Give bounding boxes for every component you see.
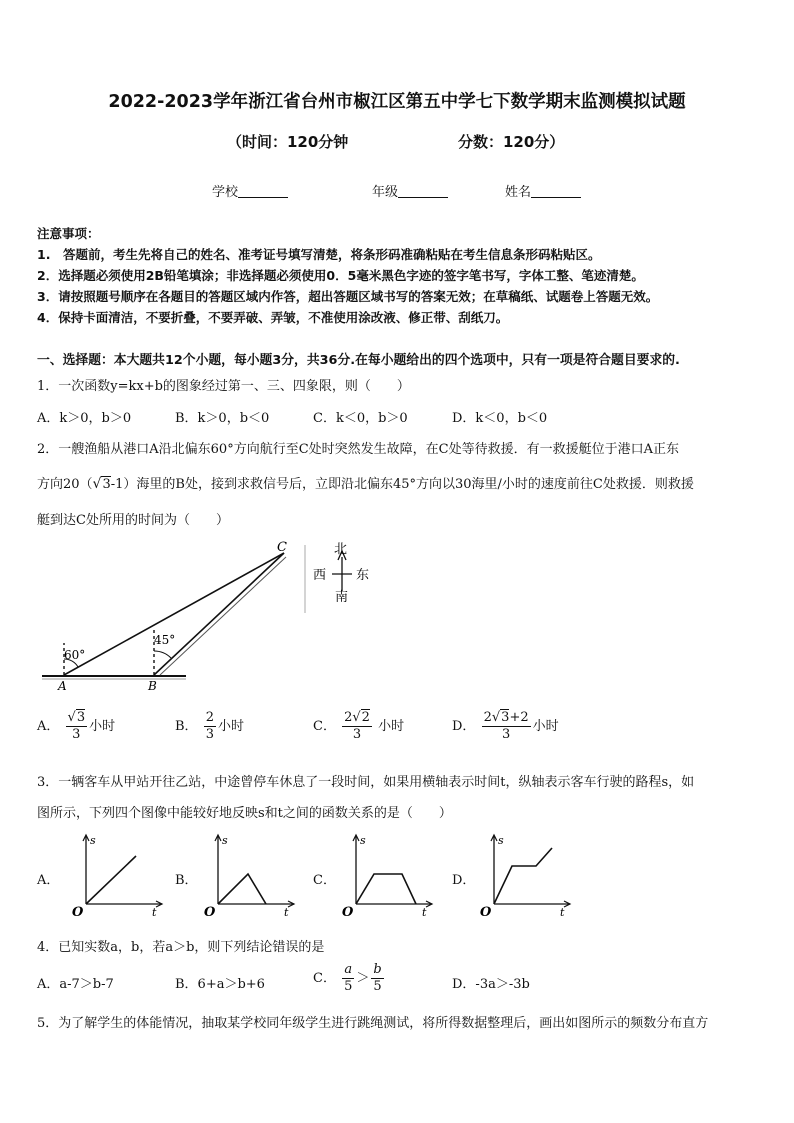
origin-label: O — [480, 905, 492, 918]
t-label: t — [284, 906, 289, 918]
q2-line1: 2．一艘渔船从港口A沿北偏东60°方向航行至C处时突然发生故障，在C处等待救援．有一救援艇位于港口A正东 — [37, 442, 679, 457]
q4-option-a: A．a-7＞b-7 — [37, 977, 114, 992]
q1-option-a: A．k＞0，b＞0 — [37, 411, 132, 426]
angle-45-label: 45° — [154, 633, 176, 647]
q2-option-c: C． $\frac{2√2}{3}$ 小时 — [313, 710, 405, 742]
s-label: s — [90, 834, 96, 847]
label-b: B — [148, 679, 157, 693]
section-heading: 一、选择题：本大题共12个小题，每小题3分，共36分.在每小题给出的四个选项中，只有一项是符合题目要求的. — [37, 353, 680, 368]
q2-line3: 艇到达C处所用的时间为（ ） — [37, 513, 229, 528]
note-item: 1. 答题前，考生先将自己的姓名、准考证号填写清楚，将条形码准确粘贴在考生信息条形码粘贴区。 — [37, 247, 601, 262]
q5-line1: 5．为了解学生的体能情况，抽取某学校同年级学生进行跳绳测试，将所得数据整理后，画出如图所示的频数分布直方 — [37, 1016, 709, 1031]
note-item: 4．保持卡面清洁，不要折叠，不要弄破、弄皱，不准使用涂改液、修正带、刮纸刀。 — [37, 310, 509, 325]
q3-option-d-label: D． — [452, 873, 476, 888]
compass-west: 西 — [313, 568, 327, 583]
t-label: t — [422, 906, 427, 918]
q4-stem: 4．已知实数a，b，若a＞b，则下列结论错误的是 — [37, 940, 325, 955]
grade-field: 年级 — [372, 181, 448, 200]
s-label: s — [498, 834, 504, 847]
time-label: （时间：120分钟 — [227, 133, 349, 151]
label-c: C — [277, 540, 287, 555]
q1-option-b: B．k＞0，b＜0 — [175, 411, 270, 426]
school-field: 学校 — [212, 181, 288, 200]
score-label: 分数：120分） — [458, 133, 565, 151]
q4-option-b: B．6+a＞b+6 — [175, 977, 265, 992]
q1-option-c: C．k＜0，b＞0 — [313, 411, 408, 426]
q1-stem: 1．一次函数y=kx+b的图象经过第一、三、四象限，则（ ） — [37, 379, 410, 394]
compass-north: 北 — [334, 542, 348, 557]
angle-arc-b — [154, 651, 171, 658]
q2-option-a: A． $\frac{√3}{3}$ 小时 — [37, 710, 116, 742]
note-item: 3．请按照题号顺序在各题目的答题区域内作答，超出答题区域书写的答案无效；在草稿纸、试题卷上答题无效。 — [37, 289, 659, 304]
s-label: s — [222, 834, 228, 847]
q3-line2: 图所示，下列四个图像中能较好地反映s和t之间的函数关系的是（ ） — [37, 806, 452, 821]
origin-label: O — [342, 905, 354, 918]
q2-navigation-figure — [36, 533, 396, 693]
q3-option-c-label: C． — [313, 873, 336, 888]
q3-line1: 3．一辆客车从甲站开往乙站，中途曾停车休息了一段时间，如果用横轴表示时间t，纵轴表示客车行驶的路程s，如 — [37, 775, 695, 790]
s-label: s — [360, 834, 366, 847]
q2-line2: 方向20（√3-1）海里的B处，接到求救信号后，立即沿北偏东45°方向以30海里/小时的速度前往C处救援．则救援 — [37, 476, 694, 492]
q3-option-b-label: B． — [175, 873, 198, 888]
q4-option-d: D．-3a＞-3b — [452, 977, 530, 992]
graph-line — [218, 874, 266, 904]
q2-option-b: B． $\frac{2}{3}$ 小时 — [175, 710, 244, 742]
graph-line — [494, 848, 552, 904]
note-item: 2．选择题必须使用2B铅笔填涂；非选择题必须使用0．5毫米黑色字迹的签字笔书写，字体工整、笔迹清楚。 — [37, 268, 644, 283]
q2-option-d: D． $\frac{2√3+2}{3}$ 小时 — [452, 710, 559, 742]
t-label: t — [152, 906, 157, 918]
q3-option-a-label: A． — [37, 873, 60, 888]
q3-graph-a — [66, 832, 166, 918]
name-field: 姓名 — [505, 181, 581, 200]
t-label: t — [560, 906, 565, 918]
q3-graph-b — [198, 832, 298, 918]
q3-graph-c — [336, 832, 436, 918]
label-a: A — [58, 679, 67, 693]
origin-label: O — [204, 905, 216, 918]
origin-label: O — [72, 905, 84, 918]
q3-graph-d — [474, 832, 574, 918]
graph-line — [86, 856, 136, 904]
q1-option-d: D．k＜0，b＜0 — [452, 411, 548, 426]
line-bc-shadow — [160, 557, 286, 675]
notes-heading: 注意事项： — [37, 226, 100, 241]
q4-option-c: C． $\frac{a}{5}$ ＞ $\frac{b}{5}$ — [313, 962, 382, 994]
angle-60-label: 60° — [64, 648, 86, 662]
page-title: 2022-2023学年浙江省台州市椒江区第五中学七下数学期末监测模拟试题 — [108, 92, 686, 112]
graph-line — [356, 874, 416, 904]
compass-south: 南 — [335, 590, 349, 605]
compass-east: 东 — [356, 568, 370, 583]
